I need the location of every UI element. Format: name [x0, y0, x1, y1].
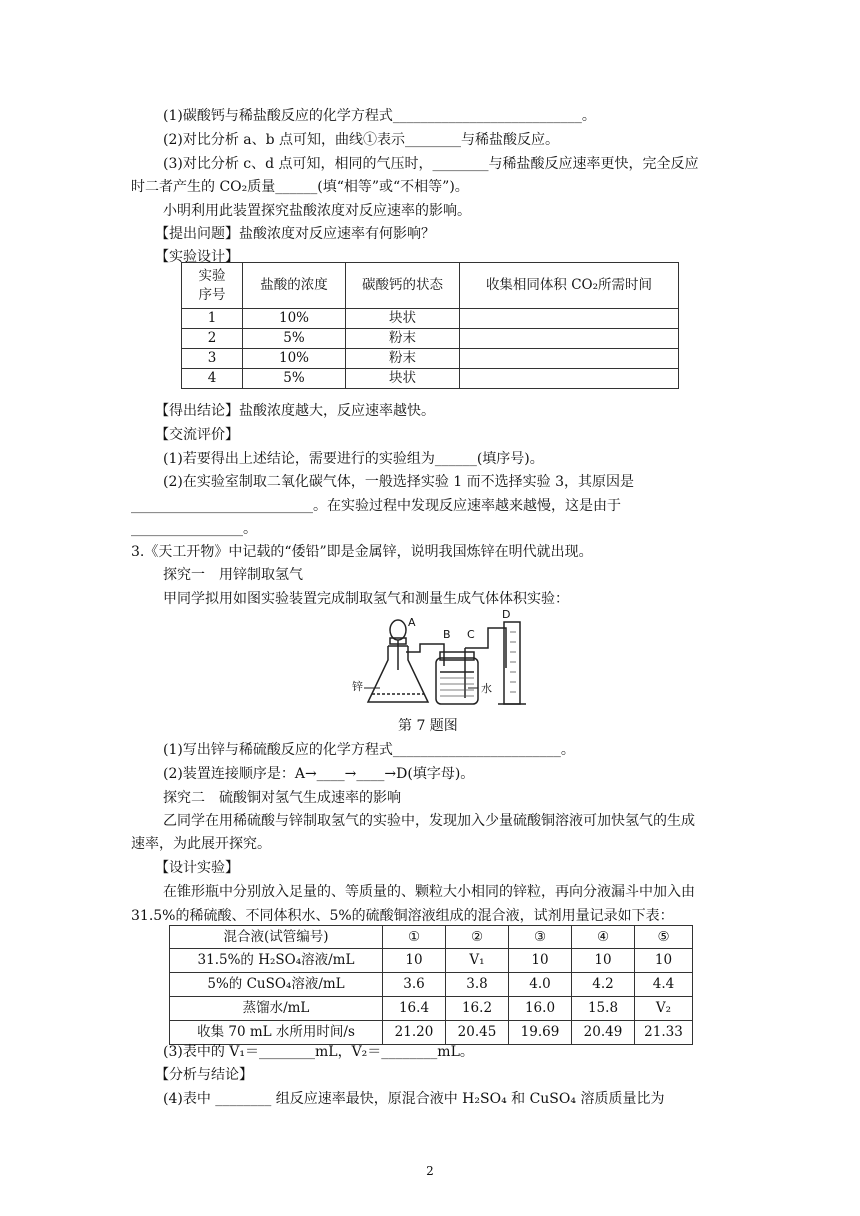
label-d: D — [502, 608, 511, 621]
t2-h3: ③ — [509, 926, 572, 949]
t2-cell: V₂ — [635, 997, 693, 1021]
t2-h4: ④ — [572, 926, 635, 949]
t2-h0: 混合液(试管编号) — [170, 926, 383, 949]
page-number: 2 — [426, 1164, 434, 1178]
t1-h1: 盐酸的浓度 — [243, 263, 346, 309]
apparatus-figure — [350, 608, 530, 710]
t1-cell — [460, 309, 679, 329]
apparatus-diagram — [350, 608, 530, 710]
t1-cell — [460, 329, 679, 349]
line-q3b: 时二者产生的 CO₂质量______(填“相等”或“不相等”)。 — [131, 179, 469, 195]
t1-cell: 2 — [182, 329, 243, 349]
table-row — [170, 1021, 693, 1045]
line-e1text: 甲同学拟用如图实验装置完成制取氢气和测量生成气体体积实验： — [163, 591, 569, 607]
table-row — [170, 997, 693, 1021]
table-row — [170, 973, 693, 997]
t2-cell: 5%的 CuSO₄溶液/mL — [170, 973, 383, 997]
t1-cell: 10% — [243, 349, 346, 369]
line-s3: (3)表中的 V₁＝________mL，V₂＝________mL。 — [163, 1044, 474, 1060]
reagent-table — [169, 925, 693, 1045]
t1-cell: 10% — [243, 309, 346, 329]
line-conclusion: 【得出结论】盐酸浓度越大，反应速率越快。 — [155, 403, 435, 419]
label-a: A — [408, 616, 416, 629]
t2-cell: V₁ — [446, 949, 509, 973]
t1-cell: 5% — [243, 369, 346, 389]
t2-h1: ① — [383, 926, 446, 949]
line-design: 【实验设计】 — [155, 249, 239, 265]
t1-cell: 块状 — [346, 369, 460, 389]
table-row — [182, 369, 679, 389]
line-q2: (2)对比分析 a、b 点可知，曲线①表示________与稀盐酸反应。 — [163, 132, 560, 148]
t2-cell: 16.4 — [383, 997, 446, 1021]
t2-cell: 20.49 — [572, 1021, 635, 1045]
t2-cell: 10 — [383, 949, 446, 973]
line-r2b: __________________________。在实验过程中发现反应速率越来越慢，这是由于 — [131, 498, 621, 514]
line-d2: 31.5%的稀硫酸、不同体积水、5%的硫酸铜溶液组成的混合液，试剂用量记录如下表： — [131, 908, 674, 924]
line-e2b: 速率，为此展开探究。 — [131, 836, 271, 852]
t2-cell: 21.20 — [383, 1021, 446, 1045]
table-row — [182, 309, 679, 329]
t1-cell: 3 — [182, 349, 243, 369]
t1-cell — [460, 369, 679, 389]
t2-cell: 16.0 — [509, 997, 572, 1021]
t2-cell: 4.2 — [572, 973, 635, 997]
t1-cell: 粉末 — [346, 329, 460, 349]
line-review: 【交流评价】 — [155, 427, 239, 443]
line-designexp: 【设计实验】 — [155, 860, 239, 876]
line-p3: 3.《天工开物》中记载的“倭铅”即是金属锌，说明我国炼锌在明代就出现。 — [131, 544, 593, 560]
t2-cell: 10 — [572, 949, 635, 973]
t1-h0: 实验 序号 — [182, 263, 243, 309]
t2-cell: 3.8 — [446, 973, 509, 997]
t1-cell — [460, 349, 679, 369]
label-b: B — [443, 628, 451, 641]
line-explore2: 探究二 硫酸铜对氢气生成速率的影响 — [163, 790, 401, 806]
line-s1: (1)写出锌与稀硫酸反应的化学方程式________________________。 — [163, 742, 575, 758]
t1-h2: 碳酸钙的状态 — [346, 263, 460, 309]
t2-cell: 10 — [509, 949, 572, 973]
t1-cell: 粉末 — [346, 349, 460, 369]
line-q3a: (3)对比分析 c、d 点可知，相同的气压时，________与稀盐酸反应速率更快，完全反应 — [163, 156, 699, 172]
t2-cell: 4.4 — [635, 973, 693, 997]
label-zinc: 锌 — [352, 680, 363, 693]
line-intro: 小明利用此装置探究盐酸浓度对反应速率的影响。 — [163, 203, 471, 219]
t1-cell: 4 — [182, 369, 243, 389]
experiment-table-1 — [181, 262, 679, 389]
line-r1: (1)若要得出上述结论，需要进行的实验组为______(填序号)。 — [163, 451, 544, 467]
t2-cell: 10 — [635, 949, 693, 973]
line-r2c: ________________。 — [131, 521, 257, 537]
line-analysis: 【分析与结论】 — [155, 1067, 253, 1083]
t1-cell: 5% — [243, 329, 346, 349]
t2-cell: 21.33 — [635, 1021, 693, 1045]
line-q1: (1)碳酸钙与稀盐酸反应的化学方程式___________________________。 — [163, 108, 596, 124]
label-c: C — [467, 628, 475, 641]
t2-cell: 19.69 — [509, 1021, 572, 1045]
line-s2: (2)装置连接顺序是：A→____→____→D(填字母)。 — [163, 766, 475, 782]
t1-h3: 收集相同体积 CO₂所需时间 — [460, 263, 679, 309]
table-row — [182, 349, 679, 369]
label-water: 水 — [481, 682, 492, 695]
line-problem: 【提出问题】盐酸浓度对反应速率有何影响？ — [155, 226, 435, 242]
line-d1: 在锥形瓶中分别放入足量的、等质量的、颗粒大小相同的锌粒，再向分液漏斗中加入由 — [163, 884, 695, 900]
t1-cell: 1 — [182, 309, 243, 329]
line-r2a: (2)在实验室制取二氧化碳气体，一般选择实验 1 而不选择实验 3，其原因是 — [163, 474, 634, 490]
t2-cell: 蒸馏水/mL — [170, 997, 383, 1021]
table-row — [182, 329, 679, 349]
t2-h5: ⑤ — [635, 926, 693, 949]
line-e2a: 乙同学在用稀硫酸与锌制取氢气的实验中，发现加入少量硫酸铜溶液可加快氢气的生成 — [163, 813, 695, 829]
table-header-row — [170, 926, 693, 949]
figure-caption: 第 7 题图 — [398, 718, 458, 734]
t2-h2: ② — [446, 926, 509, 949]
t2-cell: 16.2 — [446, 997, 509, 1021]
line-explore1: 探究一 用锌制取氢气 — [163, 567, 303, 583]
t2-cell: 4.0 — [509, 973, 572, 997]
t2-cell: 收集 70 mL 水所用时间/s — [170, 1021, 383, 1045]
line-s4: (4)表中 ________ 组反应速率最快，原混合液中 H₂SO₄ 和 CuSO₄ 溶质质量比为 — [163, 1091, 665, 1107]
t2-cell: 20.45 — [446, 1021, 509, 1045]
t2-cell: 3.6 — [383, 973, 446, 997]
t2-cell: 31.5%的 H₂SO₄溶液/mL — [170, 949, 383, 973]
t2-cell: 15.8 — [572, 997, 635, 1021]
t1-cell: 块状 — [346, 309, 460, 329]
table-row — [170, 949, 693, 973]
